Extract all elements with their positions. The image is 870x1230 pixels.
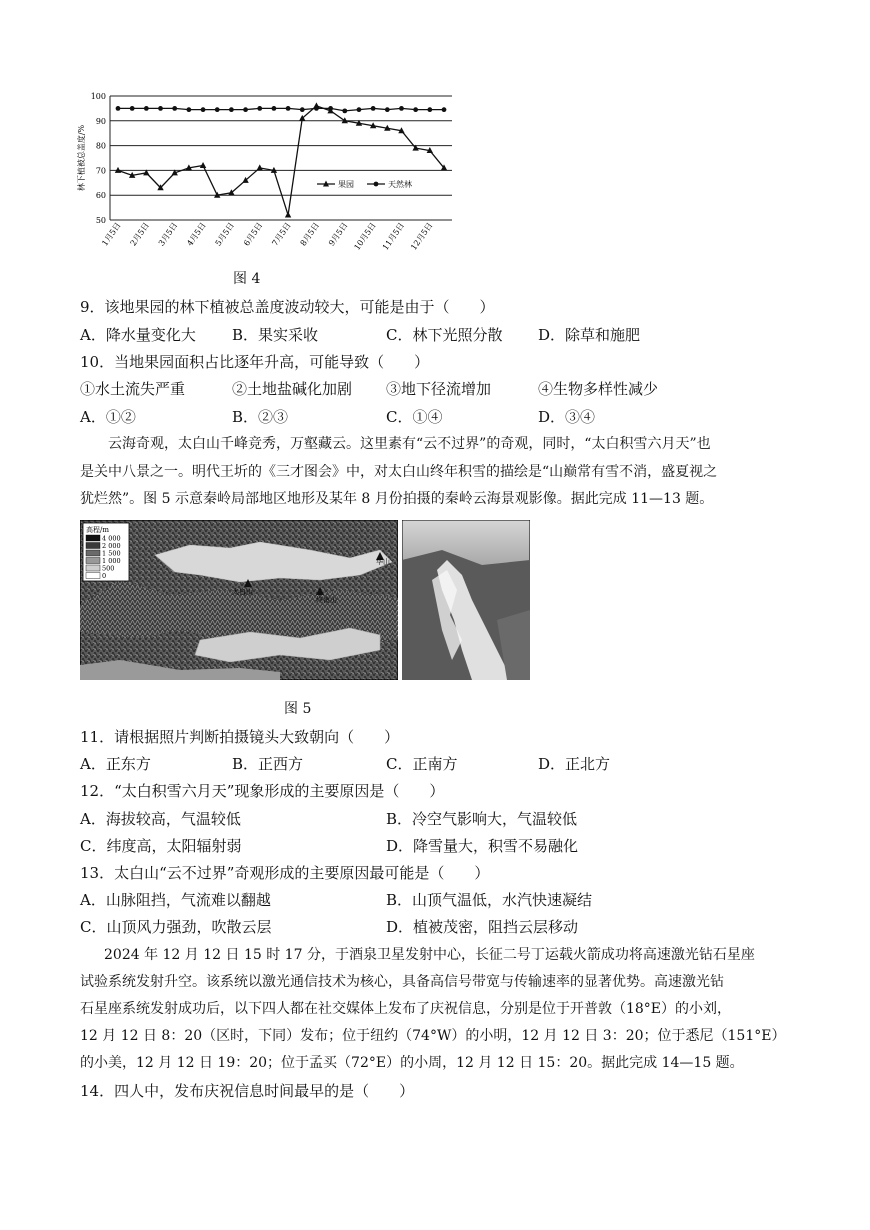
forest-point bbox=[257, 106, 262, 111]
elevation-legend-title: 高程/m bbox=[86, 526, 109, 534]
y-tick-label: 60 bbox=[95, 191, 106, 201]
legend-forest-label: 天然林 bbox=[388, 180, 412, 189]
legend-label: 500 bbox=[102, 564, 115, 573]
question-10-item-4: ④生物多样性减少 bbox=[538, 380, 659, 398]
y-axis-label: 林下植被总盖度/% bbox=[77, 124, 86, 192]
question-11-stem: 11．请根据照片判断拍摄镜头大致朝向（ ） bbox=[80, 728, 400, 746]
question-10-option-c: C．①④ bbox=[386, 408, 443, 426]
question-10-stem: 10．当地果园面积占比逐年升高，可能导致（ ） bbox=[80, 353, 430, 371]
figure-4-line-chart bbox=[72, 86, 462, 261]
passage-3-line-3: 石星座系统发射成功后，以下四人都在社交媒体上发布了庆祝信息，分别是位于开普敦（18°E）的小刘， bbox=[80, 1001, 732, 1017]
legend-forest-marker bbox=[374, 182, 379, 187]
question-12-stem: 12．“太白积雪六月天”现象形成的主要原因是（ ） bbox=[80, 782, 445, 800]
x-tick-label: 8月5日 bbox=[298, 220, 322, 248]
legend-swatch bbox=[86, 558, 100, 564]
question-9-option-a: A．降水量变化大 bbox=[80, 326, 196, 344]
question-13-option-d: D．植被茂密，阻挡云层移动 bbox=[386, 918, 579, 936]
y-tick-label: 80 bbox=[95, 141, 106, 151]
forest-point bbox=[385, 107, 390, 112]
y-tick-label: 50 bbox=[95, 216, 106, 225]
question-12-option-a: A．海拔较高，气温较低 bbox=[80, 810, 241, 828]
forest-point bbox=[314, 106, 319, 111]
question-9-option-d: D．除草和施肥 bbox=[538, 326, 641, 344]
legend-label: 1 000 bbox=[102, 557, 121, 565]
legend-swatch bbox=[86, 573, 100, 579]
forest-point bbox=[399, 106, 404, 111]
x-tick-label: 1月5日 bbox=[100, 220, 123, 248]
forest-point bbox=[144, 106, 149, 111]
question-13-option-c: C．山顶风力强劲，吹散云层 bbox=[80, 918, 272, 936]
question-12-option-b: B．冷空气影响大，气温较低 bbox=[386, 810, 578, 828]
figure-5-caption: 图 5 bbox=[284, 701, 312, 717]
question-13-option-a: A．山脉阻挡，气流难以翻越 bbox=[80, 891, 271, 909]
forest-point bbox=[243, 107, 248, 112]
question-12-option-d: D．降雪量大，积雪不易融化 bbox=[386, 837, 579, 855]
forest-point bbox=[172, 106, 177, 111]
passage-2-line-1: 云海奇观，太白山千峰竞秀，万壑藏云。这里素有“云不过界”的奇观，同时，“太白积雪六月天”也 bbox=[108, 436, 711, 452]
question-10-item-1: ①水土流失严重 bbox=[80, 380, 186, 398]
legend-swatch bbox=[86, 550, 100, 556]
x-tick-label: 4月5日 bbox=[185, 220, 208, 248]
orchard-point bbox=[257, 164, 263, 170]
forest-point bbox=[357, 107, 362, 112]
forest-point bbox=[229, 107, 234, 112]
legend-swatch bbox=[86, 565, 100, 571]
question-13-option-b: B．山顶气温低，水汽快速凝结 bbox=[386, 891, 593, 909]
question-11-option-d: D．正北方 bbox=[538, 755, 611, 773]
question-10-item-2: ②土地盐碱化加剧 bbox=[232, 380, 353, 398]
orchard-point bbox=[200, 162, 206, 168]
passage-2-line-3: 犹烂然”。图 5 示意秦岭局部地区地形及某年 8 月份拍摄的秦岭云海景观影像。据此完成 11—13 题。 bbox=[80, 491, 714, 507]
legend-label: 4 000 bbox=[102, 534, 121, 543]
question-13-stem: 13．太白山“云不过界”奇观形成的主要原因最可能是（ ） bbox=[80, 864, 490, 882]
zhongnanshan-label: 终南山 bbox=[316, 596, 337, 604]
question-14-stem: 14．四人中，发布庆祝信息时间最早的是（ ） bbox=[80, 1082, 415, 1100]
x-tick-label: 6月5日 bbox=[241, 220, 265, 248]
passage-3-line-1: 2024 年 12 月 12 日 15 时 17 分，于酒泉卫星发射中心，长征二号丁运载火箭成功将高速激光钻石星座 bbox=[104, 947, 755, 963]
series-line-1 bbox=[118, 108, 444, 110]
x-tick-label: 11月5日 bbox=[380, 220, 407, 252]
forest-point bbox=[116, 106, 121, 111]
question-9-option-b: B．果实采收 bbox=[232, 326, 319, 344]
question-11-option-c: C．正南方 bbox=[386, 755, 458, 773]
passage-3-line-2: 试验系统发射升空。该系统以激光通信技术为核心，具备高信号带宽与传输速率的显著优势。高速激光钻 bbox=[80, 974, 724, 990]
series-line-0 bbox=[118, 106, 444, 215]
question-9-option-c: C．林下光照分散 bbox=[386, 326, 503, 344]
x-tick-label: 7月5日 bbox=[270, 220, 293, 248]
forest-point bbox=[342, 108, 347, 113]
question-12-option-c: C．纬度高，太阳辐射弱 bbox=[80, 837, 242, 855]
taibaishan-label: 太白山 bbox=[232, 588, 253, 596]
figure-5-terrain-map bbox=[80, 520, 398, 680]
passage-3-line-5: 的小美，12 月 12 日 19：20；位于孟买（72°E）的小周，12 月 12 日 15：20。据此完成 14—15 题。 bbox=[80, 1055, 744, 1071]
figure-5-cloud-sea-photo bbox=[402, 520, 530, 680]
y-tick-label: 100 bbox=[90, 92, 106, 101]
legend-label: 2 000 bbox=[102, 542, 121, 550]
forest-point bbox=[442, 107, 447, 112]
question-11-option-a: A．正东方 bbox=[80, 755, 151, 773]
legend-label: 1 500 bbox=[102, 549, 121, 558]
legend-swatch bbox=[86, 535, 100, 541]
forest-point bbox=[201, 107, 206, 112]
question-10-option-b: B．②③ bbox=[232, 408, 289, 426]
passage-3-line-4: 12 月 12 日 8：20（区时，下同）发布；位于纽约（74°W）的小明，12 月 12 日 3：20；位于悉尼（151°E） bbox=[80, 1028, 786, 1044]
x-tick-label: 9月5日 bbox=[327, 220, 350, 248]
question-9-stem: 9．该地果园的林下植被总盖度波动较大，可能是由于（ ） bbox=[80, 298, 495, 316]
x-tick-label: 12月5日 bbox=[409, 220, 435, 252]
legend-swatch bbox=[86, 543, 100, 549]
forest-point bbox=[300, 107, 305, 112]
forest-point bbox=[186, 107, 191, 112]
x-tick-label: 5月5日 bbox=[213, 220, 237, 248]
x-tick-label: 10月5日 bbox=[352, 220, 378, 252]
y-tick-label: 90 bbox=[95, 116, 106, 126]
legend-label: 0 bbox=[102, 572, 107, 580]
y-tick-label: 70 bbox=[95, 166, 106, 176]
forest-point bbox=[130, 106, 135, 111]
forest-point bbox=[427, 107, 432, 112]
forest-point bbox=[158, 106, 163, 111]
question-11-option-b: B．正西方 bbox=[232, 755, 304, 773]
forest-point bbox=[286, 106, 291, 111]
orchard-point bbox=[115, 167, 121, 173]
legend-orchard-label: 果园 bbox=[338, 180, 354, 189]
huashan-label: 华山 bbox=[376, 558, 390, 566]
x-tick-label: 2月5日 bbox=[128, 220, 151, 248]
forest-point bbox=[328, 106, 333, 111]
forest-point bbox=[413, 107, 418, 112]
forest-point bbox=[215, 107, 220, 112]
passage-2-line-2: 是关中八景之一。明代王圻的《三才图会》中，对太白山终年积雪的描绘是“山巅常有雪不消，盛夏视之 bbox=[80, 464, 718, 480]
x-tick-label: 3月5日 bbox=[156, 220, 180, 248]
question-10-option-a: A．①② bbox=[80, 408, 136, 426]
forest-point bbox=[371, 106, 376, 111]
question-10-option-d: D．③④ bbox=[538, 408, 596, 426]
forest-point bbox=[272, 106, 277, 111]
question-10-item-3: ③地下径流增加 bbox=[386, 380, 492, 398]
orchard-point bbox=[285, 212, 291, 218]
figure-4-caption: 图 4 bbox=[233, 271, 261, 287]
